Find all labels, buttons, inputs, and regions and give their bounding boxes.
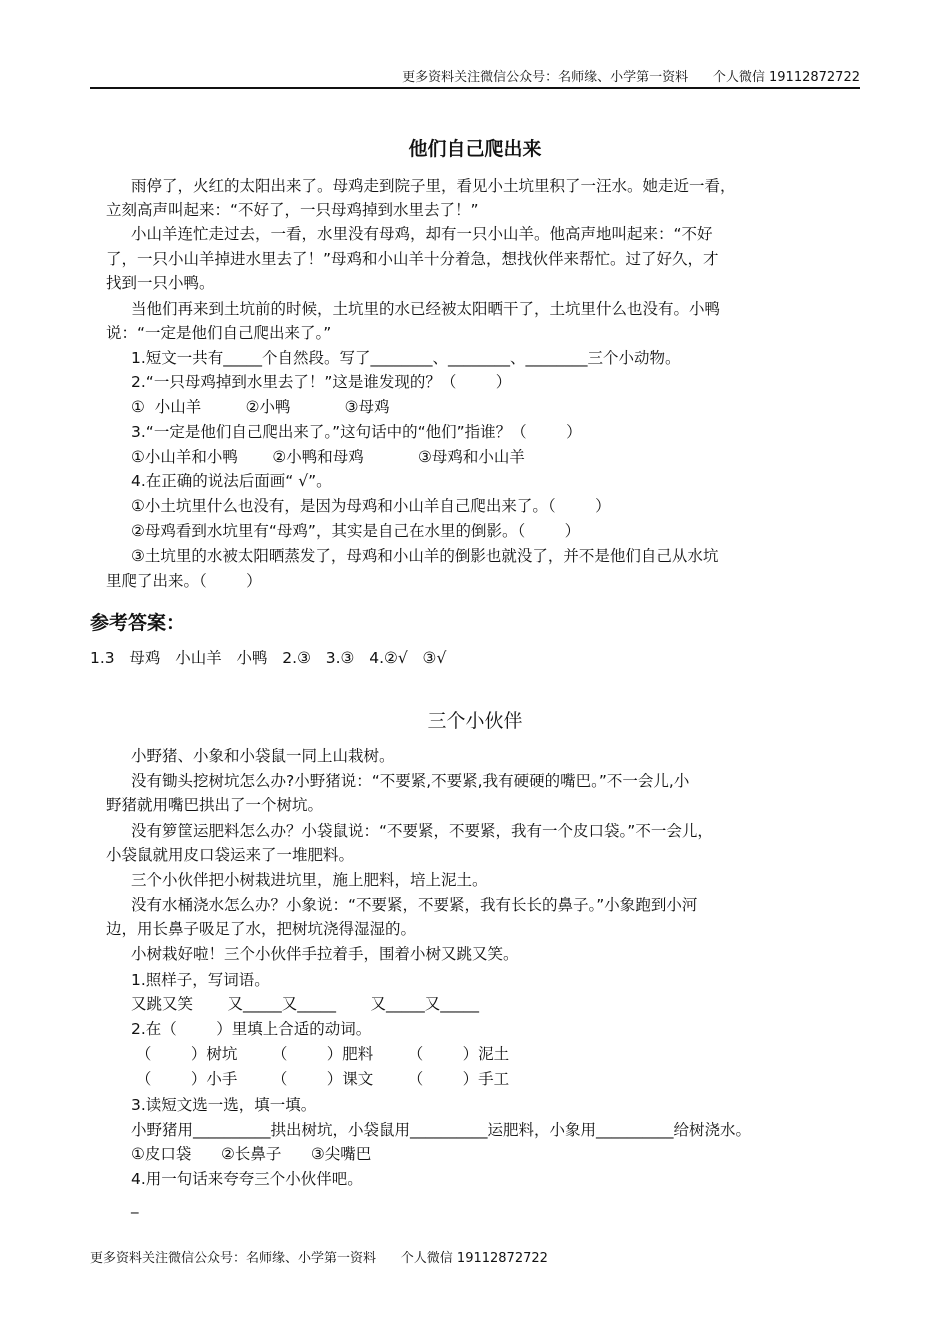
story2-line: 小树栽好啦！三个小伙伴手拉着手，围着小树又跳又笑。 xyxy=(131,945,519,963)
story2-question: （ ）树坑 （ ）肥料 （ ）泥土 xyxy=(131,1045,510,1063)
story1-question: ②母鸡看到水坑里有“母鸡”，其实是自己在水里的倒影。（ ） xyxy=(131,522,581,540)
answers-line: 1.3 母鸡 小山羊 小鸭 2.③ 3.③ 4.②√ ③√ xyxy=(90,649,447,667)
story2-line: 三个小伙伴把小树栽进坑里，施上肥料，培上泥土。 xyxy=(131,871,488,889)
story1-title: 他们自己爬出来 xyxy=(408,138,542,160)
story1-line: 了，一只小山羊掉进水里去了！”母鸡和小山羊十分着急，想找伙伴来帮忙。过了好久，才 xyxy=(106,250,719,268)
story1-question: 1.短文一共有_____个自然段。写了________、________、________三个小动物。 xyxy=(131,349,681,367)
story1-question: 4.在正确的说法后面画“ √”。 xyxy=(131,472,332,490)
story1-line: 找到一只小鸭。 xyxy=(106,274,215,292)
story1-line: 立刻高声叫起来：“不好了，一只母鸡掉到水里去了！” xyxy=(106,201,479,219)
story2-question: （ ）小手 （ ）课文 （ ）手工 xyxy=(131,1070,510,1088)
story1-line: 小山羊连忙走过去，一看，水里没有母鸡，却有一只小山羊。他高声地叫起来：“不好 xyxy=(131,225,713,243)
story1-line: 说：“一定是他们自己爬出来了。” xyxy=(106,324,332,342)
story2-line: 小野猪、小象和小袋鼠一同上山栽树。 xyxy=(131,747,395,765)
story2-line: 没有水桶浇水怎么办？小象说：“不要紧，不要紧，我有长长的鼻子。”小象跑到小河 xyxy=(131,896,698,914)
story1-question: ③土坑里的水被太阳晒蒸发了，母鸡和小山羊的倒影也就没了，并不是他们自己从水坑 xyxy=(131,547,719,565)
story2-question: 1.照样子，写词语。 xyxy=(131,971,270,989)
story1-question: ①小土坑里什么也没有，是因为母鸡和小山羊自己爬出来了。（ ） xyxy=(131,497,611,515)
story1-line: 雨停了，火红的太阳出来了。母鸡走到院子里，看见小土坑里积了一汪水。她走近一看， xyxy=(131,177,736,195)
answer-line-mark: _ xyxy=(131,1196,139,1214)
story1-question: 里爬了出来。（ ） xyxy=(106,572,262,590)
story2-question: 小野猪用__________拱出树坑，小袋鼠用__________运肥料，小象用__________给树浇水。 xyxy=(131,1121,752,1139)
story2-question: 又跳又笑 又_____又_____ 又_____又_____ xyxy=(131,995,479,1013)
story2-question: 4.用一句话来夸夸三个小伙伴吧。 xyxy=(131,1170,363,1188)
story2-line: 小袋鼠就用皮口袋运来了一堆肥料。 xyxy=(106,846,355,864)
header-divider xyxy=(90,87,860,89)
story2-line: 野猪就用嘴巴拱出了一个树坑。 xyxy=(106,796,324,814)
story2-line: 边，用长鼻子吸足了水，把树坑浇得湿湿的。 xyxy=(106,920,417,938)
page-header: 更多资料关注微信公众号：名师缘、小学第一资料 个人微信 19112872722 xyxy=(402,70,860,85)
story2-question: 3.读短文选一选，填一填。 xyxy=(131,1096,317,1114)
page-footer: 更多资料关注微信公众号：名师缘、小学第一资料 个人微信 19112872722 xyxy=(90,1251,548,1266)
story2-question: ①皮口袋 ②长鼻子 ③尖嘴巴 xyxy=(131,1145,372,1163)
story1-line: 当他们再来到土坑前的时候，土坑里的水已经被太阳晒干了，土坑里什么也没有。小鸭 xyxy=(131,300,721,318)
story1-question: ①小山羊和小鸭 ②小鸭和母鸡 ③母鸡和小山羊 xyxy=(131,448,525,466)
story1-question: 3.“一定是他们自己爬出来了。”这句话中的“他们”指谁？（ ） xyxy=(131,423,582,441)
story1-question: ① 小山羊 ②小鸭 ③母鸡 xyxy=(131,398,390,416)
story2-line: 没有箩筐运肥料怎么办？小袋鼠说：“不要紧，不要紧，我有一个皮口袋。”不一会儿， xyxy=(131,822,713,840)
answers-heading: 参考答案： xyxy=(90,612,186,634)
story2-question: 2.在（ ）里填上合适的动词。 xyxy=(131,1020,372,1038)
story1-question: 2.“一只母鸡掉到水里去了！”这是谁发现的？（ ） xyxy=(131,373,512,391)
story2-title: 三个小伙伴 xyxy=(427,710,523,732)
story2-line: 没有锄头挖树坑怎么办?小野猪说：“不要紧,不要紧,我有硬硬的嘴巴。”不一会儿,小 xyxy=(131,772,690,790)
